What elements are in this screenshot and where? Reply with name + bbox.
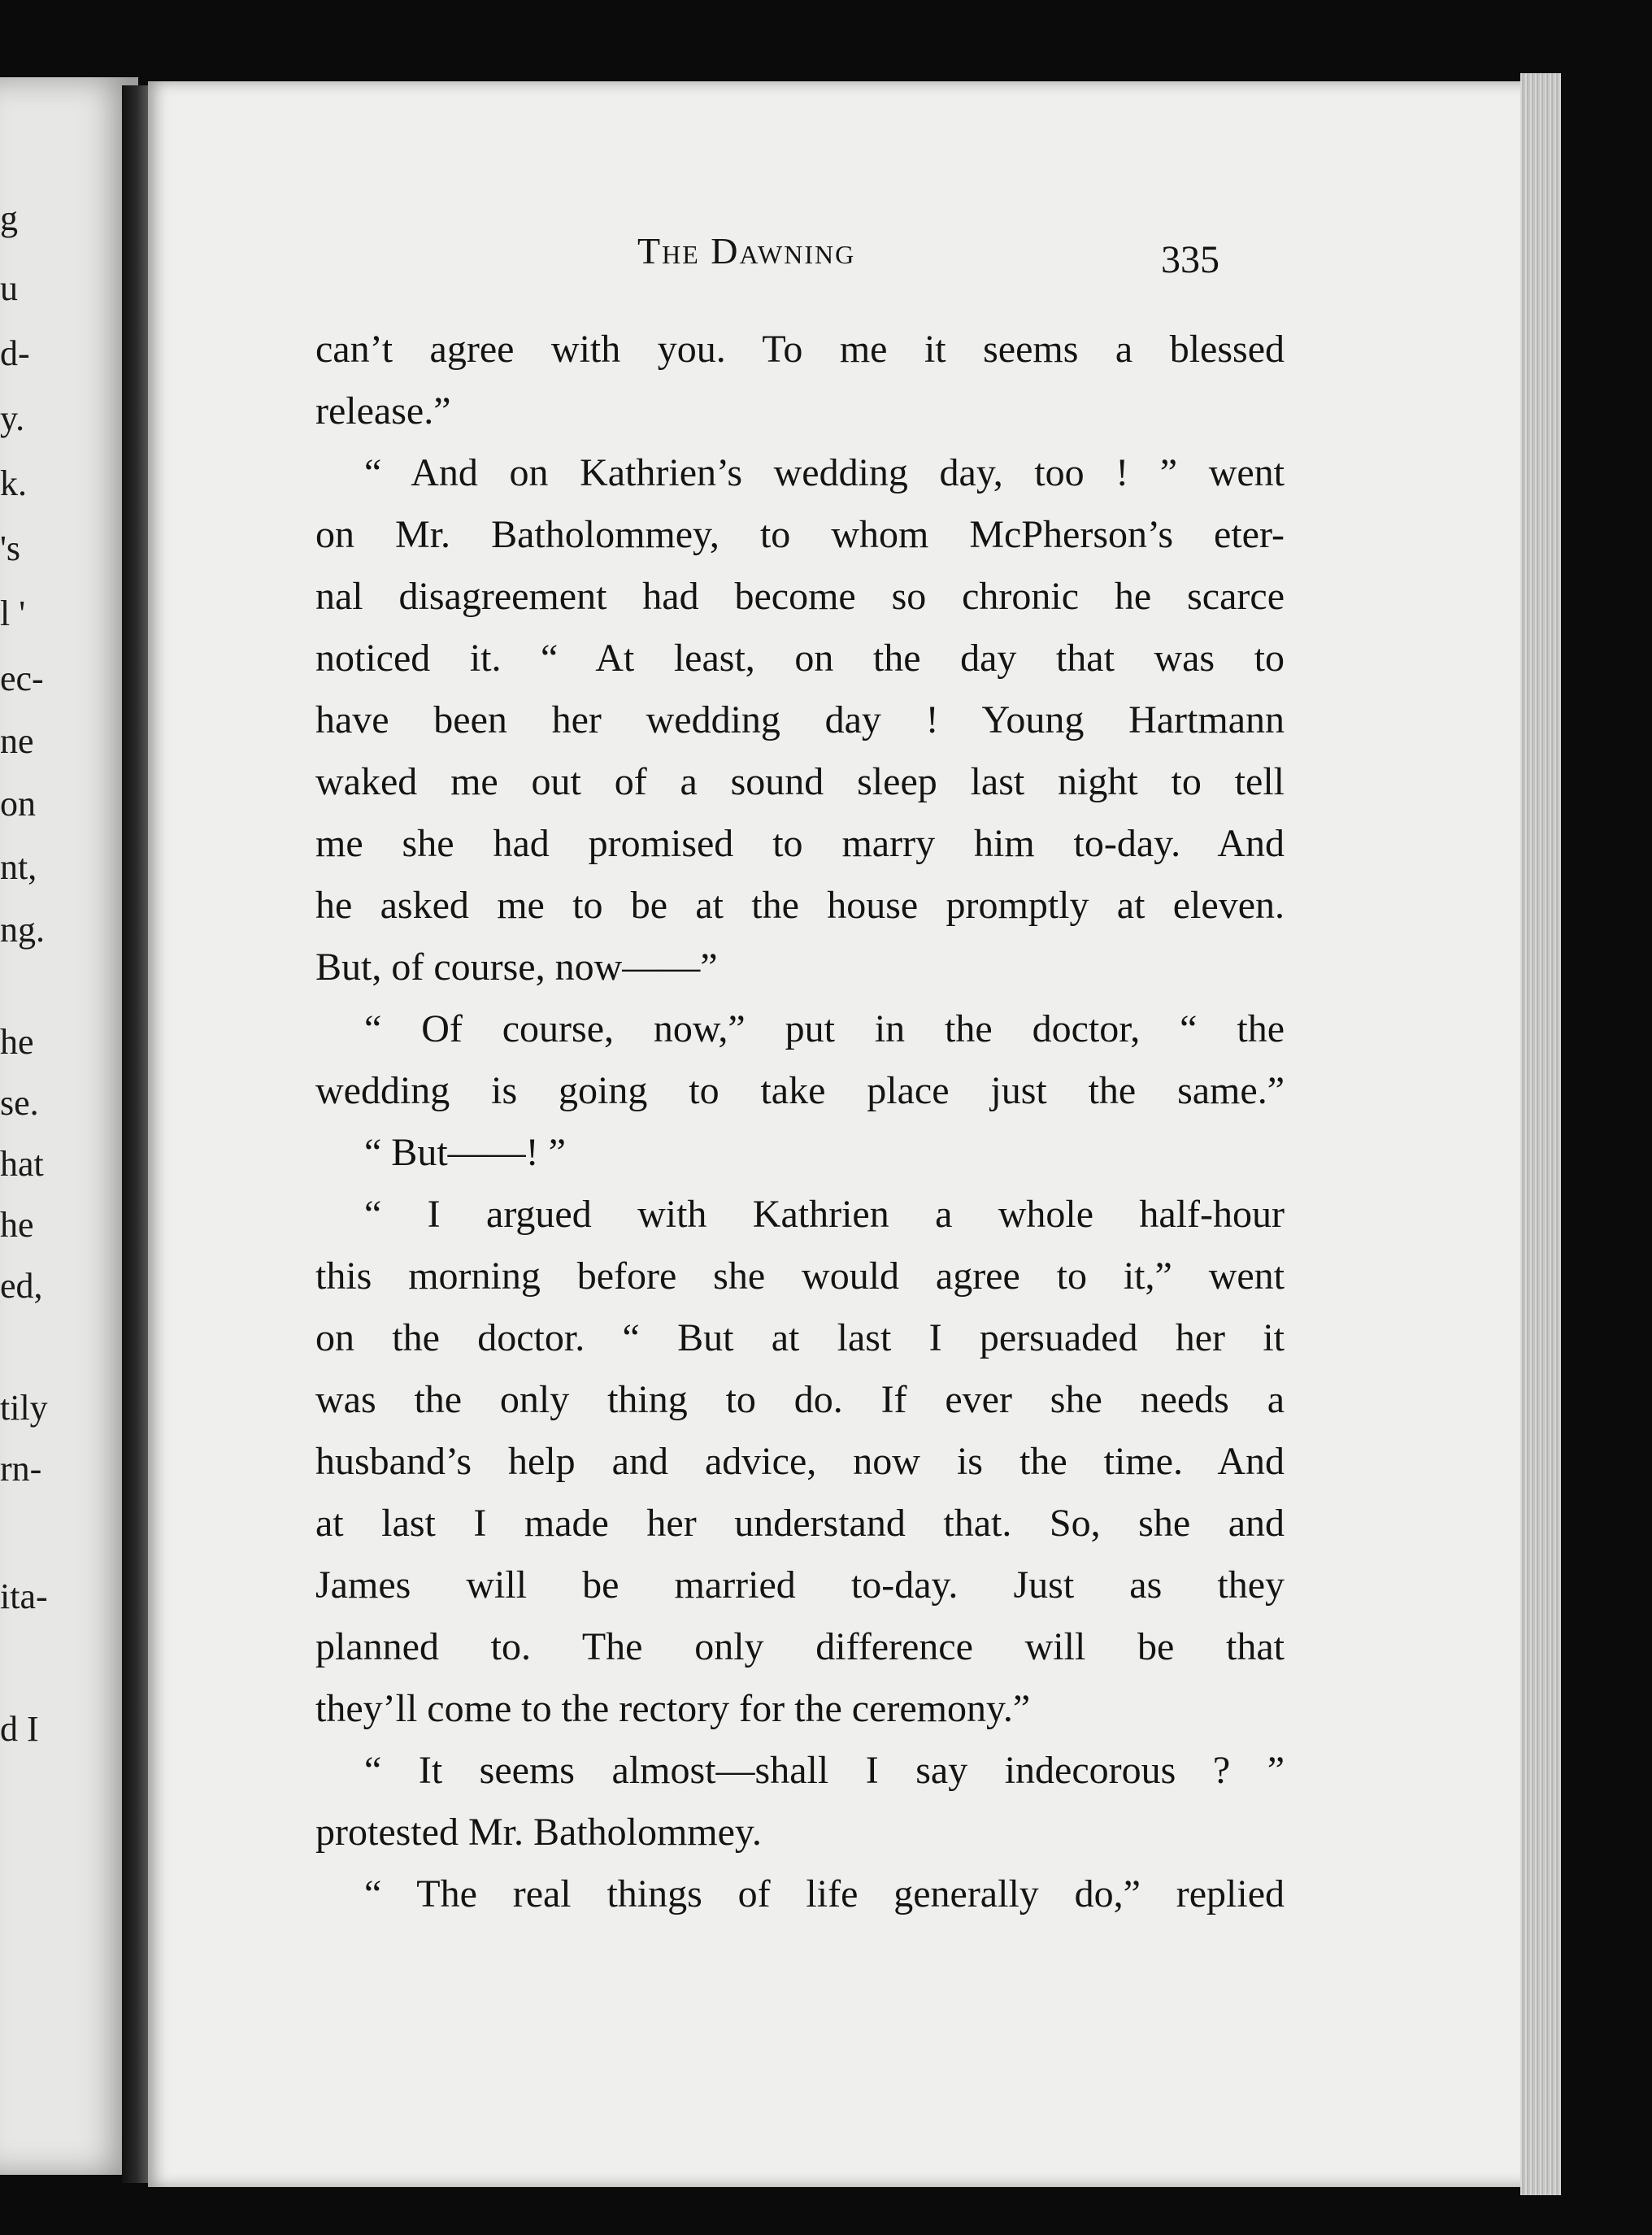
text-line: “ I argued with Kathrien a whole half-hour <box>364 1193 1285 1236</box>
facing-page-fragment: u <box>0 268 18 308</box>
text-line: James will be married to-day. Just as they <box>315 1563 1285 1607</box>
text-line: “ Of course, now,” put in the doctor, “ the <box>364 1007 1285 1050</box>
text-line: noticed it. “ At least, on the day that was to <box>315 637 1285 680</box>
text-line: wedding is going to take place just the same.” <box>315 1069 1285 1112</box>
text-line: he asked me to be at the house promptly at eleven. <box>315 884 1285 927</box>
text-line: on Mr. Batholommey, to whom McPherson’s eter- <box>315 513 1285 556</box>
text-line: have been her wedding day ! Young Hartmann <box>315 698 1285 741</box>
text-line: “ But——! ” <box>364 1131 566 1174</box>
text-line: was the only thing to do. If ever she needs a <box>315 1378 1285 1421</box>
facing-page-fragment: ed, <box>0 1266 43 1306</box>
page-number: 335 <box>1161 238 1219 281</box>
facing-page-fragment: d I <box>0 1709 39 1749</box>
facing-page-fragment: on <box>0 784 36 824</box>
text-line: But, of course, now——” <box>315 946 718 989</box>
facing-page-fragment: k. <box>0 463 27 503</box>
facing-page-fragment: d- <box>0 333 30 373</box>
text-line: they’ll come to the rectory for the ceremony.” <box>315 1687 1031 1730</box>
facing-page-fragment: ita- <box>0 1576 48 1616</box>
text-line: “ The real things of life generally do,” replied <box>364 1872 1285 1915</box>
text-line: release.” <box>315 389 451 433</box>
facing-page-fragment: he <box>0 1022 34 1062</box>
facing-page-fragment: l ' <box>0 594 26 633</box>
facing-page-fragment: he <box>0 1205 34 1245</box>
facing-page-fragment: hat <box>0 1144 44 1184</box>
text-line: can’t agree with you. To me it seems a blessed <box>315 328 1285 371</box>
text-line: “ It seems almost—shall I say indecorous ? ” <box>364 1749 1285 1792</box>
text-line: at last I made her understand that. So, she and <box>315 1502 1285 1545</box>
text-line: planned to. The only difference will be that <box>315 1625 1285 1668</box>
text-line: me she had promised to marry him to-day. And <box>315 822 1285 865</box>
facing-page-fragment: rn- <box>0 1449 42 1489</box>
facing-page-fragment: ng. <box>0 910 45 950</box>
facing-page-fragment: ec- <box>0 659 44 698</box>
facing-page-fragment: tily <box>0 1388 48 1428</box>
body-text <box>315 319 1285 1925</box>
text-line: protested Mr. Batholommey. <box>315 1811 762 1854</box>
facing-page-fragment: nt, <box>0 847 37 887</box>
facing-page-fragment: 's <box>0 528 21 568</box>
text-line: this morning before she would agree to it,” went <box>315 1254 1285 1298</box>
text-line: “ And on Kathrien’s wedding day, too ! ” went <box>364 451 1285 494</box>
text-line: waked me out of a sound sleep last night to tell <box>315 760 1285 803</box>
facing-page-fragment: g <box>0 198 18 238</box>
facing-page-fragment: y. <box>0 398 25 438</box>
facing-page-edge <box>0 77 138 2175</box>
running-head <box>637 230 856 272</box>
text-line: on the doctor. “ But at last I persuaded her it <box>315 1316 1285 1359</box>
text-line: nal disagreement had become so chronic he scarce <box>315 575 1285 618</box>
text-line: husband’s help and advice, now is the time. And <box>315 1440 1285 1483</box>
page-edges <box>1520 73 1561 2195</box>
running-head-text: The Dawning <box>637 230 856 272</box>
facing-page-fragment: se. <box>0 1083 39 1123</box>
facing-page-fragment: ne <box>0 721 34 761</box>
